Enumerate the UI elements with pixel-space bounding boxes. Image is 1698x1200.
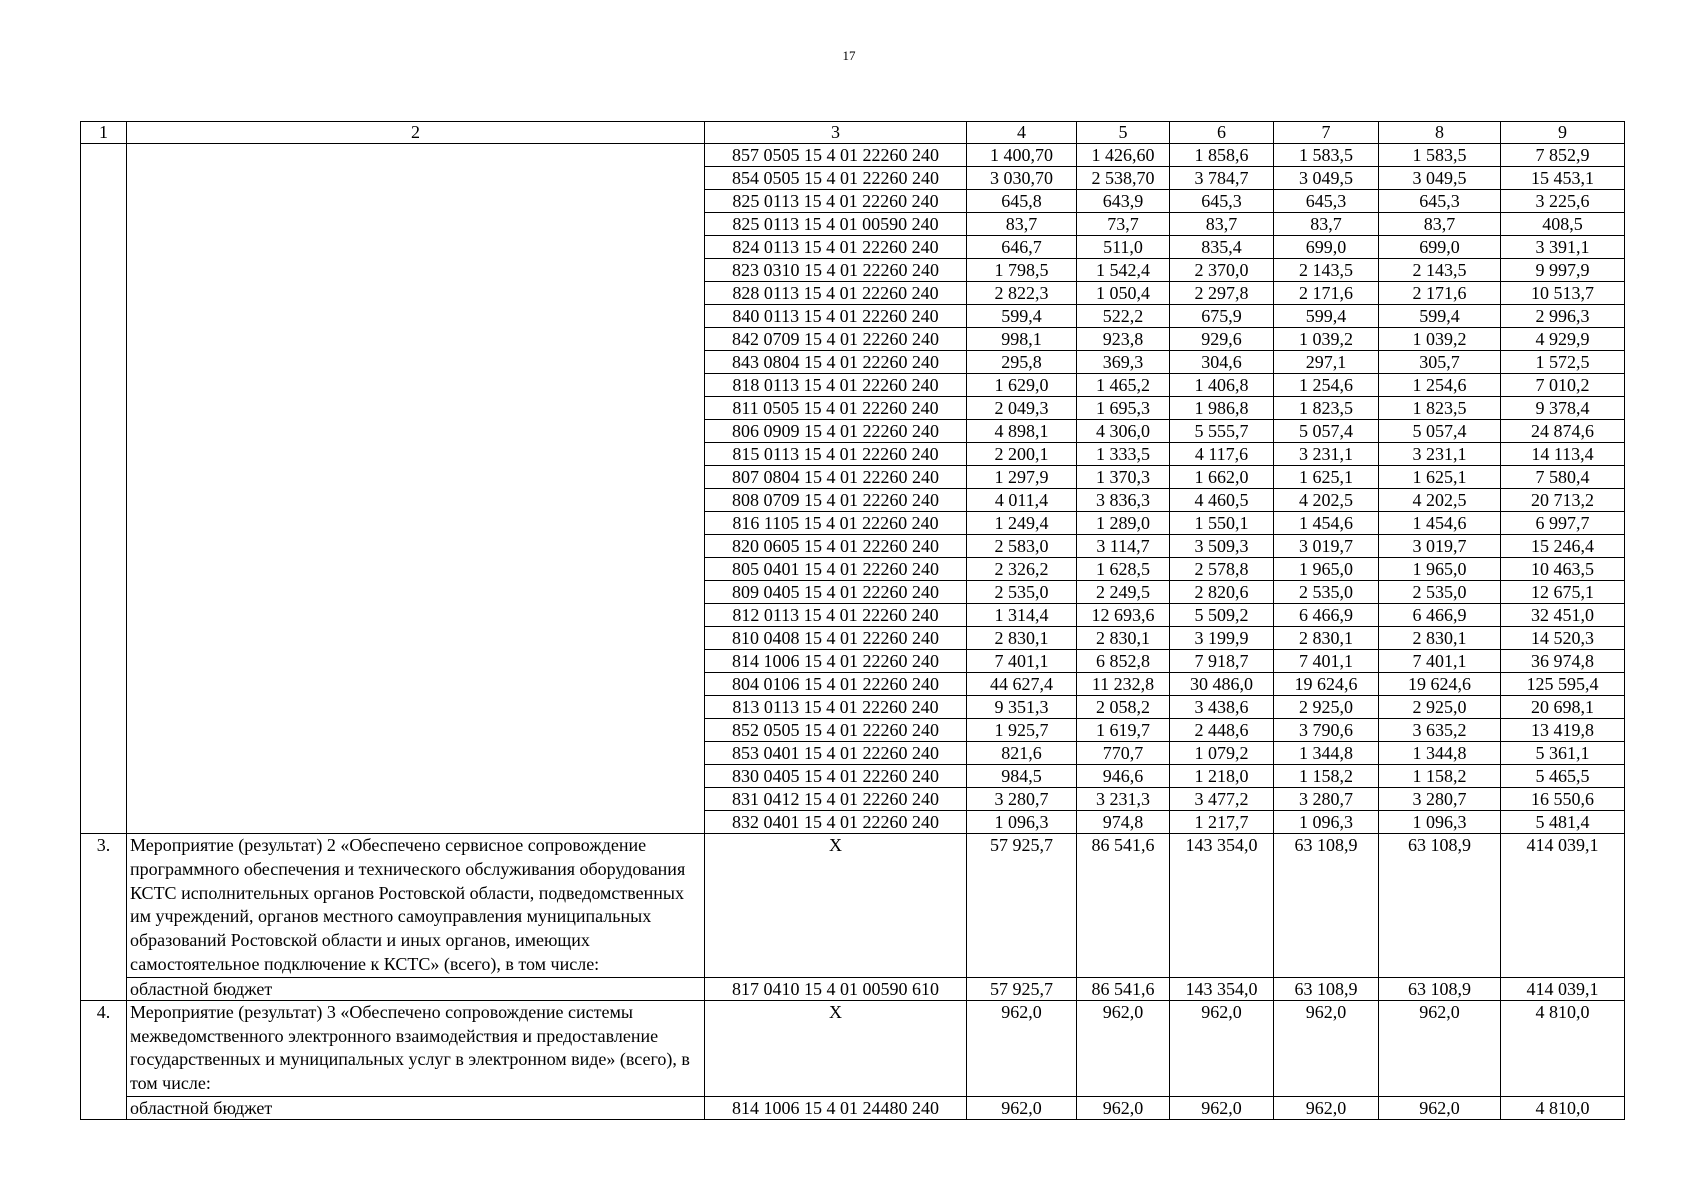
amount-cell: 835,4 [1170,236,1274,259]
amount-cell: 2 171,6 [1274,282,1379,305]
amount-cell: 3 784,7 [1170,167,1274,190]
amount-cell: 6 466,9 [1274,604,1379,627]
amount-cell: 5 555,7 [1170,420,1274,443]
amount-cell: 1 096,3 [1379,811,1501,834]
kbk-code-cell: 825 0113 15 4 01 00590 240 [705,213,967,236]
amount-cell: 1 249,4 [967,512,1077,535]
amount-cell: 3 030,70 [967,167,1077,190]
amount-cell: 12 675,1 [1501,581,1625,604]
amount-cell: 2 996,3 [1501,305,1625,328]
amount-cell: 1 050,4 [1077,282,1170,305]
kbk-code-cell: 843 0804 15 4 01 22260 240 [705,351,967,374]
amount-cell: 83,7 [967,213,1077,236]
amount-cell: 699,0 [1379,236,1501,259]
amount-cell: 1 583,5 [1274,144,1379,167]
amount-cell: 4 929,9 [1501,328,1625,351]
amount-cell: 1 400,70 [967,144,1077,167]
amount-cell: 32 451,0 [1501,604,1625,627]
amount-cell: 2 370,0 [1170,259,1274,282]
amount-cell: 1 039,2 [1274,328,1379,351]
amount-cell: 1 625,1 [1274,466,1379,489]
amount-cell: 1 583,5 [1379,144,1501,167]
amount-cell: 1 314,4 [967,604,1077,627]
amount-cell: 4 202,5 [1274,489,1379,512]
amount-cell: 2 326,2 [967,558,1077,581]
amount-cell: 1 823,5 [1274,397,1379,420]
amount-cell: 3 019,7 [1274,535,1379,558]
amount-cell: 6 466,9 [1379,604,1501,627]
amount-cell: 522,2 [1077,305,1170,328]
kbk-code-cell: 852 0505 15 4 01 22260 240 [705,719,967,742]
amount-cell: 2 143,5 [1274,259,1379,282]
amount-cell: 2 143,5 [1379,259,1501,282]
budget-source-label: областной бюджет [127,977,705,1000]
measure-title: Мероприятие (результат) 3 «Обеспечено сопровождение системы межведомственного электронного взаимодействия и предоставление государственных и муниципальных услуг в электронном виде» (всего), в том числе: [127,1000,705,1096]
measure-amount: 143 354,0 [1170,834,1274,978]
amount-cell: 3 280,7 [1379,788,1501,811]
kbk-code-cell: 820 0605 15 4 01 22260 240 [705,535,967,558]
amount-cell: 36 974,8 [1501,650,1625,673]
kbk-code-cell: 810 0408 15 4 01 22260 240 [705,627,967,650]
amount-cell: 125 595,4 [1501,673,1625,696]
kbk-code-cell: 854 0505 15 4 01 22260 240 [705,167,967,190]
amount-cell: 770,7 [1077,742,1170,765]
amount-cell: 1 096,3 [967,811,1077,834]
amount-cell: 63 108,9 [1379,977,1501,1000]
amount-cell: 2 448,6 [1170,719,1274,742]
kbk-code-cell: 824 0113 15 4 01 22260 240 [705,236,967,259]
amount-cell: 3 790,6 [1274,719,1379,742]
amount-cell: 2 830,1 [1379,627,1501,650]
column-header: 2 [127,122,705,144]
amount-cell: 20 698,1 [1501,696,1625,719]
measure-row [81,1000,1625,1096]
amount-cell: 11 232,8 [1077,673,1170,696]
measure-amount: 962,0 [1274,1000,1379,1096]
amount-cell: 3 635,2 [1379,719,1501,742]
amount-cell: 2 058,2 [1077,696,1170,719]
amount-cell: 19 624,6 [1379,673,1501,696]
budget-table [80,121,1625,1120]
amount-cell: 645,3 [1274,190,1379,213]
amount-cell: 3 231,1 [1379,443,1501,466]
amount-cell: 4 898,1 [967,420,1077,443]
amount-cell: 3 231,3 [1077,788,1170,811]
amount-cell: 16 550,6 [1501,788,1625,811]
amount-cell: 4 306,0 [1077,420,1170,443]
amount-cell: 7 401,1 [1379,650,1501,673]
column-header: 3 [705,122,967,144]
amount-cell: 645,3 [1170,190,1274,213]
amount-cell: 83,7 [1379,213,1501,236]
amount-cell: 1 542,4 [1077,259,1170,282]
amount-cell: 1 454,6 [1379,512,1501,535]
amount-cell: 599,4 [967,305,1077,328]
amount-cell: 2 578,8 [1170,558,1274,581]
amount-cell: 1 344,8 [1379,742,1501,765]
amount-cell: 1 289,0 [1077,512,1170,535]
amount-cell: 7 580,4 [1501,466,1625,489]
amount-cell: 998,1 [967,328,1077,351]
kbk-code-cell: 814 1006 15 4 01 24480 240 [705,1096,967,1119]
amount-cell: 83,7 [1274,213,1379,236]
amount-cell: 63 108,9 [1274,977,1379,1000]
amount-cell: 3 836,3 [1077,489,1170,512]
amount-cell: 2 830,1 [1274,627,1379,650]
kbk-code-cell: 813 0113 15 4 01 22260 240 [705,696,967,719]
amount-cell: 962,0 [1379,1096,1501,1119]
amount-cell: 1 297,9 [967,466,1077,489]
amount-cell: 1 217,7 [1170,811,1274,834]
amount-cell: 5 057,4 [1274,420,1379,443]
amount-cell: 3 509,3 [1170,535,1274,558]
amount-cell: 675,9 [1170,305,1274,328]
amount-cell: 1 465,2 [1077,374,1170,397]
amount-cell: 1 254,6 [1274,374,1379,397]
kbk-code-cell: 814 1006 15 4 01 22260 240 [705,650,967,673]
amount-cell: 7 010,2 [1501,374,1625,397]
amount-cell: 2 830,1 [967,627,1077,650]
amount-cell: 9 378,4 [1501,397,1625,420]
amount-cell: 1 426,60 [1077,144,1170,167]
amount-cell: 1 096,3 [1274,811,1379,834]
amount-cell: 7 401,1 [1274,650,1379,673]
amount-cell: 3 049,5 [1274,167,1379,190]
amount-cell: 645,8 [967,190,1077,213]
amount-cell: 1 550,1 [1170,512,1274,535]
amount-cell: 2 538,70 [1077,167,1170,190]
amount-cell: 2 925,0 [1379,696,1501,719]
column-header: 1 [81,122,127,144]
column-header: 8 [1379,122,1501,144]
amount-cell: 2 830,1 [1077,627,1170,650]
amount-cell: 2 535,0 [1379,581,1501,604]
amount-cell: 13 419,8 [1501,719,1625,742]
amount-cell: 962,0 [1077,1096,1170,1119]
amount-cell: 86 541,6 [1077,977,1170,1000]
amount-cell: 645,3 [1379,190,1501,213]
amount-cell: 1 925,7 [967,719,1077,742]
kbk-code-cell: 808 0709 15 4 01 22260 240 [705,489,967,512]
amount-cell: 19 624,6 [1274,673,1379,696]
measure-amount: 962,0 [1077,1000,1170,1096]
kbk-code-cell: 804 0106 15 4 01 22260 240 [705,673,967,696]
measure-amount: 962,0 [1170,1000,1274,1096]
budget-source-row [81,977,1625,1000]
amount-cell: 962,0 [1170,1096,1274,1119]
kbk-code-cell: 832 0401 15 4 01 22260 240 [705,811,967,834]
amount-cell: 73,7 [1077,213,1170,236]
amount-cell: 5 057,4 [1379,420,1501,443]
measure-index: 3. [81,834,127,1001]
amount-cell: 946,6 [1077,765,1170,788]
kbk-code-cell: 817 0410 15 4 01 00590 610 [705,977,967,1000]
amount-cell: 1 823,5 [1379,397,1501,420]
amount-cell: 1 454,6 [1274,512,1379,535]
name-cell-empty [127,144,705,834]
amount-cell: 9 997,9 [1501,259,1625,282]
measure-amount: 4 810,0 [1501,1000,1625,1096]
column-header: 4 [967,122,1077,144]
amount-cell: 9 351,3 [967,696,1077,719]
measure-amount: 63 108,9 [1379,834,1501,978]
amount-cell: 1 858,6 [1170,144,1274,167]
amount-cell: 408,5 [1501,213,1625,236]
measure-title: Мероприятие (результат) 2 «Обеспечено сервисное сопровождение программного обеспечения и технического обслуживания оборудования КСТС исполнительных органов Ростовской области, подведомственных им учреждений, органов местного самоуправления муниципальных образований Ростовской области и иных органов, имеющих самостоятельное подключение к КСТС» (всего), в том числе: [127,834,705,978]
amount-cell: 297,1 [1274,351,1379,374]
amount-cell: 3 049,5 [1379,167,1501,190]
kbk-code-cell: 809 0405 15 4 01 22260 240 [705,581,967,604]
amount-cell: 1 625,1 [1379,466,1501,489]
amount-cell: 3 231,1 [1274,443,1379,466]
measure-amount: 962,0 [967,1000,1077,1096]
amount-cell: 2 820,6 [1170,581,1274,604]
amount-cell: 10 513,7 [1501,282,1625,305]
measure-amount: 63 108,9 [1274,834,1379,978]
amount-cell: 599,4 [1379,305,1501,328]
amount-cell: 143 354,0 [1170,977,1274,1000]
column-header: 7 [1274,122,1379,144]
amount-cell: 305,7 [1379,351,1501,374]
amount-cell: 1 039,2 [1379,328,1501,351]
amount-cell: 7 852,9 [1501,144,1625,167]
amount-cell: 3 199,9 [1170,627,1274,650]
amount-cell: 14 113,4 [1501,443,1625,466]
amount-cell: 3 019,7 [1379,535,1501,558]
kbk-code-cell: 818 0113 15 4 01 22260 240 [705,374,967,397]
column-header-row [81,122,1625,144]
amount-cell: 1 572,5 [1501,351,1625,374]
amount-cell: 4 202,5 [1379,489,1501,512]
amount-cell: 2 822,3 [967,282,1077,305]
amount-cell: 1 986,8 [1170,397,1274,420]
budget-source-row [81,1096,1625,1119]
amount-cell: 3 114,7 [1077,535,1170,558]
amount-cell: 1 254,6 [1379,374,1501,397]
amount-cell: 1 406,8 [1170,374,1274,397]
kbk-code-cell: 815 0113 15 4 01 22260 240 [705,443,967,466]
amount-cell: 15 246,4 [1501,535,1625,558]
amount-cell: 821,6 [967,742,1077,765]
kbk-code-cell: 830 0405 15 4 01 22260 240 [705,765,967,788]
kbk-code-cell: 842 0709 15 4 01 22260 240 [705,328,967,351]
amount-cell: 6 852,8 [1077,650,1170,673]
amount-cell: 7 918,7 [1170,650,1274,673]
amount-cell: 1 079,2 [1170,742,1274,765]
amount-cell: 4 460,5 [1170,489,1274,512]
measure-amount: 414 039,1 [1501,834,1625,978]
amount-cell: 2 171,6 [1379,282,1501,305]
amount-cell: 1 965,0 [1274,558,1379,581]
amount-cell: 1 619,7 [1077,719,1170,742]
amount-cell: 3 391,1 [1501,236,1625,259]
kbk-code-cell: 812 0113 15 4 01 22260 240 [705,604,967,627]
amount-cell: 30 486,0 [1170,673,1274,696]
kbk-code-cell: 816 1105 15 4 01 22260 240 [705,512,967,535]
amount-cell: 643,9 [1077,190,1170,213]
amount-cell: 5 361,1 [1501,742,1625,765]
page-number: 17 [842,48,856,63]
kbk-code-cell: 857 0505 15 4 01 22260 240 [705,144,967,167]
amount-cell: 3 280,7 [967,788,1077,811]
table-row [81,144,1625,167]
amount-cell: 10 463,5 [1501,558,1625,581]
amount-cell: 1 370,3 [1077,466,1170,489]
amount-cell: 3 225,6 [1501,190,1625,213]
amount-cell: 962,0 [967,1096,1077,1119]
amount-cell: 304,6 [1170,351,1274,374]
amount-cell: 2 535,0 [967,581,1077,604]
measure-code: X [705,834,967,978]
amount-cell: 1 344,8 [1274,742,1379,765]
measure-row [81,834,1625,978]
amount-cell: 414 039,1 [1501,977,1625,1000]
kbk-code-cell: 825 0113 15 4 01 22260 240 [705,190,967,213]
amount-cell: 1 628,5 [1077,558,1170,581]
amount-cell: 1 158,2 [1274,765,1379,788]
amount-cell: 369,3 [1077,351,1170,374]
amount-cell: 599,4 [1274,305,1379,328]
amount-cell: 2 583,0 [967,535,1077,558]
amount-cell: 984,5 [967,765,1077,788]
amount-cell: 2 200,1 [967,443,1077,466]
amount-cell: 1 798,5 [967,259,1077,282]
kbk-code-cell: 831 0412 15 4 01 22260 240 [705,788,967,811]
kbk-code-cell: 811 0505 15 4 01 22260 240 [705,397,967,420]
kbk-code-cell: 828 0113 15 4 01 22260 240 [705,282,967,305]
amount-cell: 83,7 [1170,213,1274,236]
kbk-code-cell: 807 0804 15 4 01 22260 240 [705,466,967,489]
amount-cell: 5 481,4 [1501,811,1625,834]
amount-cell: 14 520,3 [1501,627,1625,650]
measure-amount: 86 541,6 [1077,834,1170,978]
kbk-code-cell: 840 0113 15 4 01 22260 240 [705,305,967,328]
amount-cell: 1 629,0 [967,374,1077,397]
measure-code: X [705,1000,967,1096]
amount-cell: 3 280,7 [1274,788,1379,811]
amount-cell: 699,0 [1274,236,1379,259]
amount-cell: 962,0 [1274,1096,1379,1119]
kbk-code-cell: 823 0310 15 4 01 22260 240 [705,259,967,282]
kbk-code-cell: 805 0401 15 4 01 22260 240 [705,558,967,581]
budget-source-label: областной бюджет [127,1096,705,1119]
amount-cell: 3 477,2 [1170,788,1274,811]
amount-cell: 3 438,6 [1170,696,1274,719]
kbk-code-cell: 806 0909 15 4 01 22260 240 [705,420,967,443]
amount-cell: 2 049,3 [967,397,1077,420]
amount-cell: 646,7 [967,236,1077,259]
amount-cell: 44 627,4 [967,673,1077,696]
amount-cell: 5 465,5 [1501,765,1625,788]
index-cell-empty [81,144,127,834]
amount-cell: 2 249,5 [1077,581,1170,604]
amount-cell: 24 874,6 [1501,420,1625,443]
amount-cell: 2 535,0 [1274,581,1379,604]
amount-cell: 2 297,8 [1170,282,1274,305]
amount-cell: 4 011,4 [967,489,1077,512]
amount-cell: 2 925,0 [1274,696,1379,719]
amount-cell: 1 695,3 [1077,397,1170,420]
amount-cell: 1 662,0 [1170,466,1274,489]
amount-cell: 20 713,2 [1501,489,1625,512]
amount-cell: 6 997,7 [1501,512,1625,535]
measure-amount: 57 925,7 [967,834,1077,978]
amount-cell: 7 401,1 [967,650,1077,673]
amount-cell: 1 333,5 [1077,443,1170,466]
amount-cell: 5 509,2 [1170,604,1274,627]
column-header: 9 [1501,122,1625,144]
measure-index: 4. [81,1000,127,1119]
amount-cell: 1 218,0 [1170,765,1274,788]
amount-cell: 923,8 [1077,328,1170,351]
amount-cell: 57 925,7 [967,977,1077,1000]
amount-cell: 929,6 [1170,328,1274,351]
column-header: 6 [1170,122,1274,144]
amount-cell: 511,0 [1077,236,1170,259]
column-header: 5 [1077,122,1170,144]
amount-cell: 295,8 [967,351,1077,374]
amount-cell: 4 810,0 [1501,1096,1625,1119]
amount-cell: 15 453,1 [1501,167,1625,190]
amount-cell: 4 117,6 [1170,443,1274,466]
amount-cell: 1 158,2 [1379,765,1501,788]
amount-cell: 974,8 [1077,811,1170,834]
kbk-code-cell: 853 0401 15 4 01 22260 240 [705,742,967,765]
measure-amount: 962,0 [1379,1000,1501,1096]
amount-cell: 12 693,6 [1077,604,1170,627]
amount-cell: 1 965,0 [1379,558,1501,581]
